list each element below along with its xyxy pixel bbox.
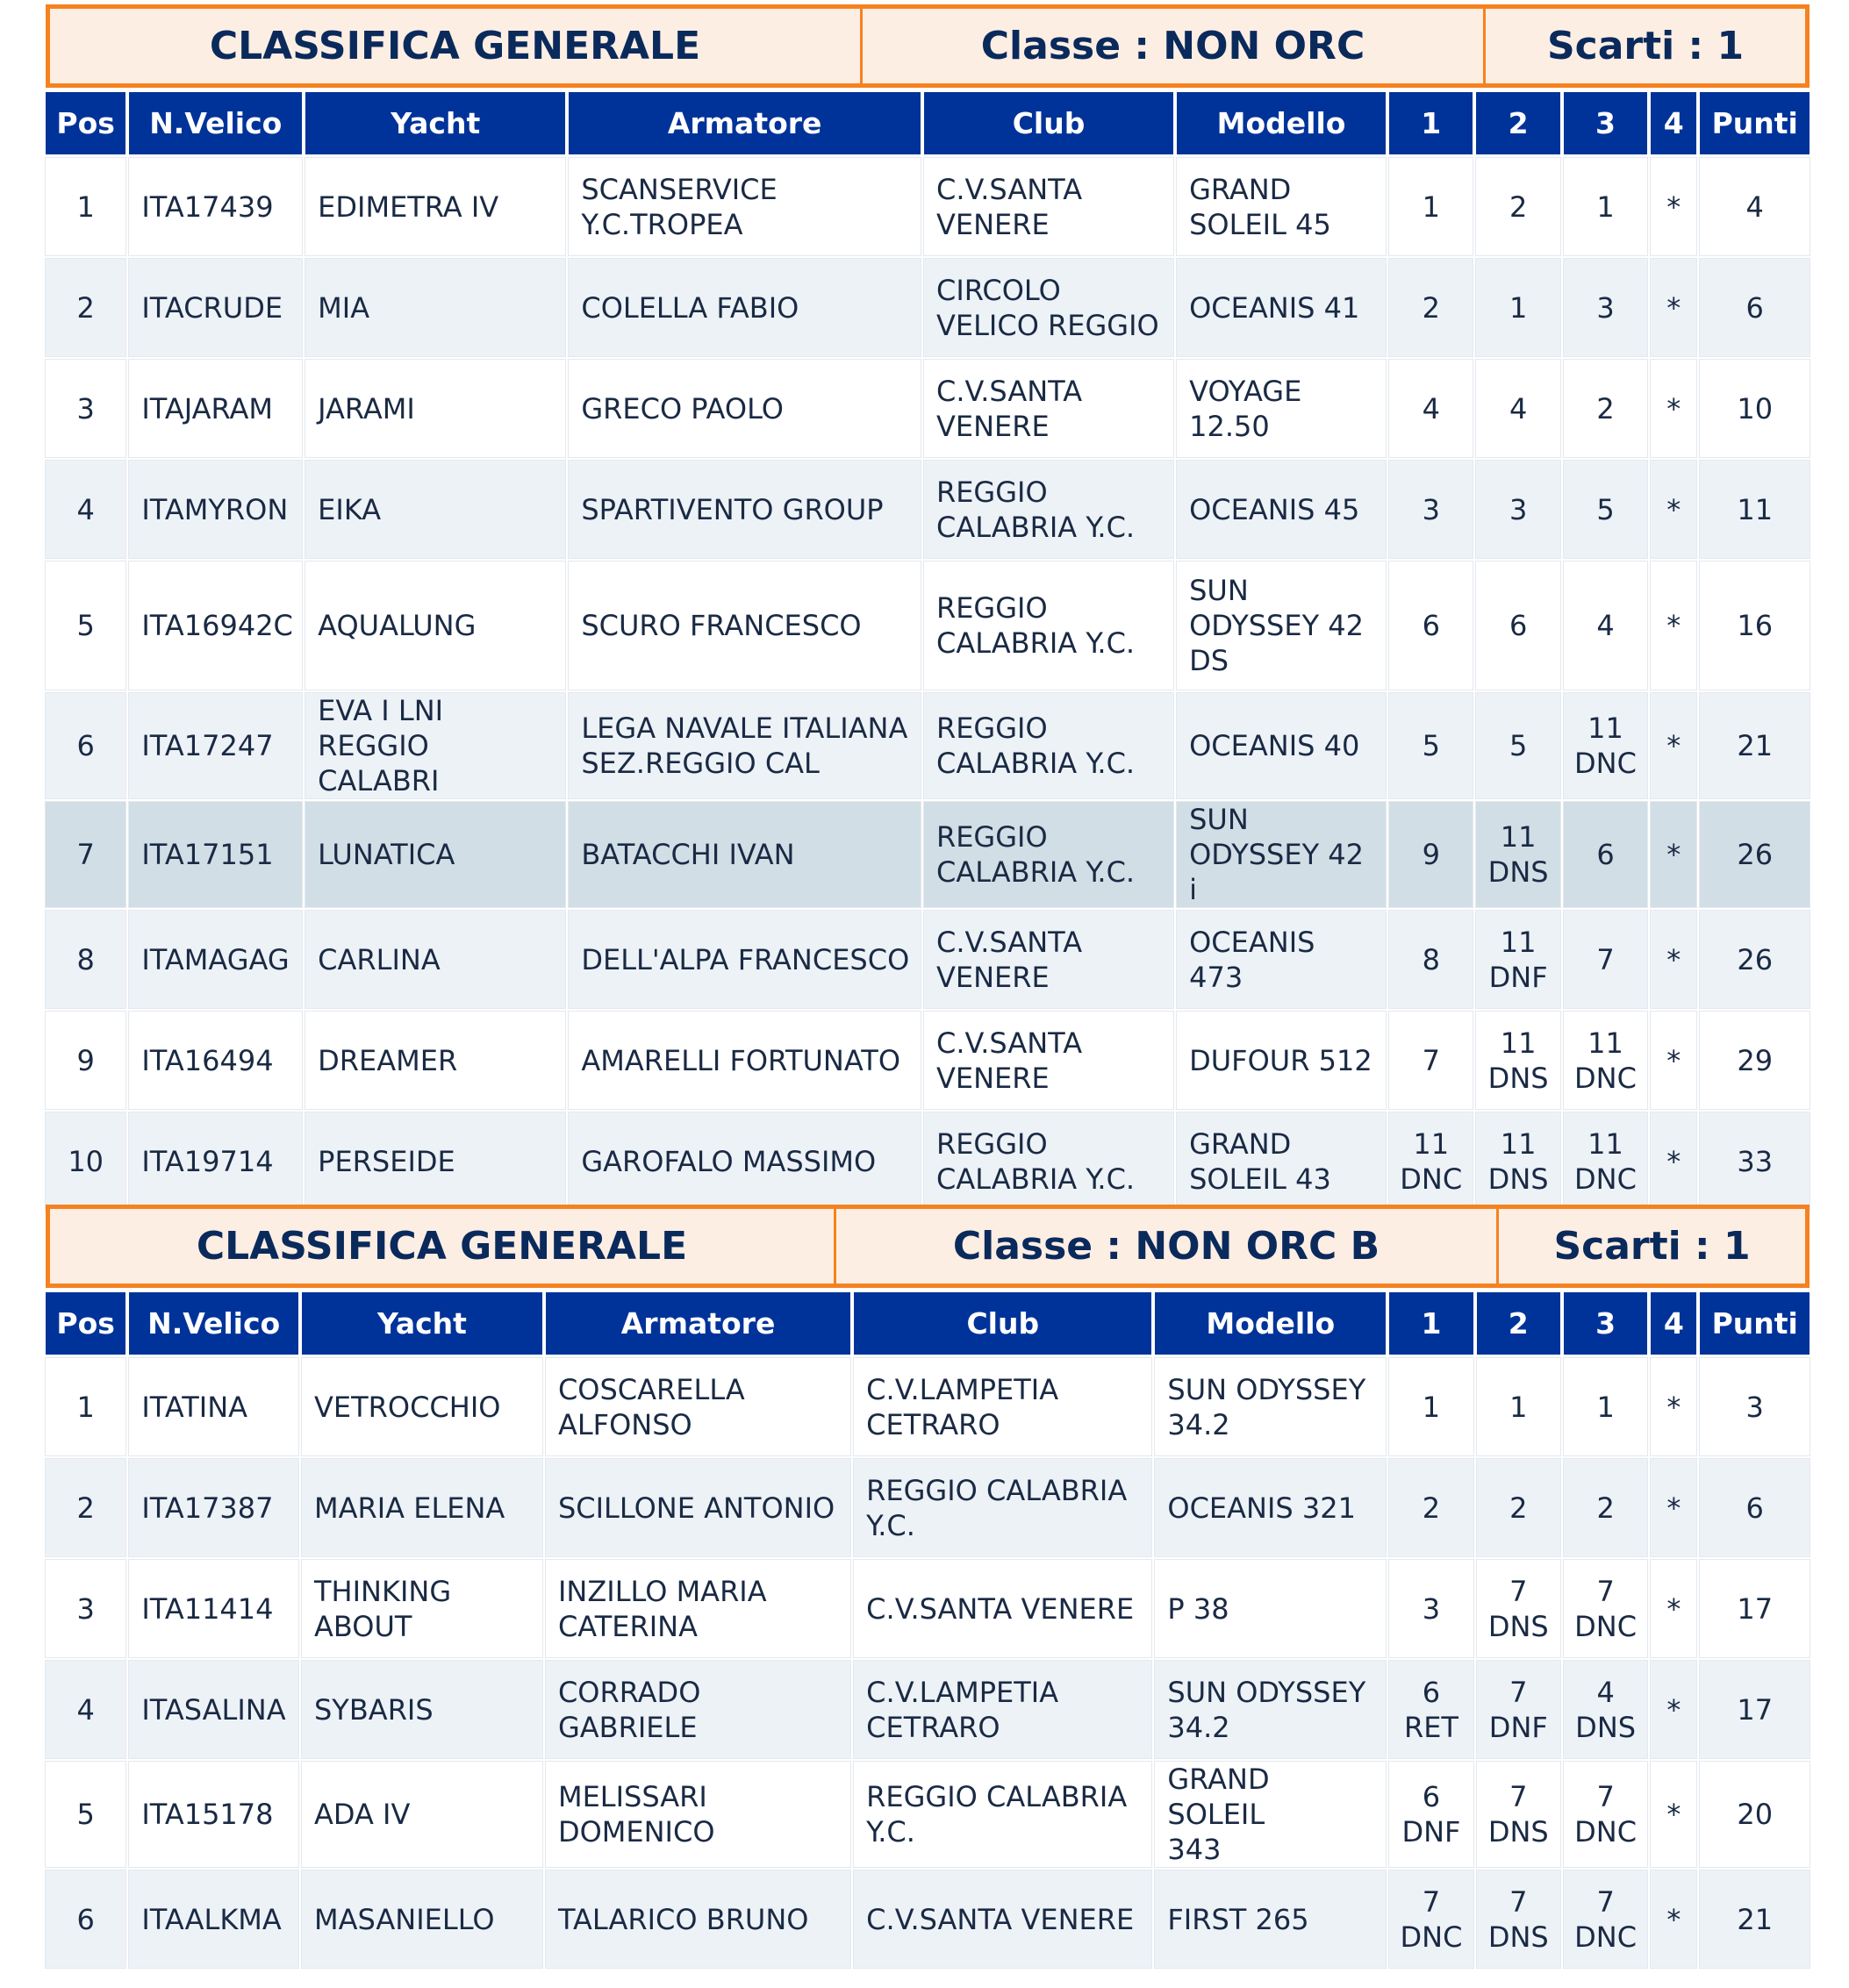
section-banner: [46, 4, 1810, 88]
sail-number-cell: ITAMYRON: [129, 461, 302, 558]
yacht-cell: MARIA ELENA: [302, 1459, 542, 1556]
model-cell: GRAND SOLEIL 45: [1177, 158, 1386, 255]
yacht-cell: CARLINA: [305, 911, 565, 1008]
owner-cell: SCANSERVICE Y.C.TROPEA: [569, 158, 921, 255]
race-3-cell: 1: [1564, 158, 1647, 255]
yacht-cell: LUNATICA: [305, 802, 565, 907]
sail-number-cell: ITA17151: [129, 802, 302, 907]
club-cell: REGGIO CALABRIA Y.C.: [854, 1762, 1151, 1867]
sail-number-cell: ITA16942C: [129, 561, 302, 690]
race-1-cell: 7 DNC: [1389, 1870, 1473, 1968]
header-club: Club: [924, 92, 1173, 154]
table-row: [46, 158, 1810, 255]
race-4-cell: *: [1651, 561, 1696, 690]
pos-cell: 6: [46, 1870, 125, 1968]
owner-cell: GRECO PAOLO: [569, 360, 921, 457]
table-row: [46, 1870, 1810, 1968]
header-owner: Armatore: [569, 92, 921, 154]
table-row: [46, 693, 1810, 798]
yacht-cell: EIKA: [305, 461, 565, 558]
header-row: [46, 1292, 1810, 1355]
table-row: [46, 911, 1810, 1008]
race-2-cell: 7 DNF: [1477, 1661, 1560, 1758]
club-cell: CIRCOLO VELICO REGGIO: [924, 259, 1173, 356]
header-club: Club: [854, 1292, 1151, 1355]
yacht-cell: EDIMETRA IV: [305, 158, 565, 255]
points-cell: 21: [1700, 693, 1810, 798]
class-label: Classe : NON ORC: [860, 9, 1483, 83]
race-2-cell: 4: [1476, 360, 1559, 457]
model-cell: OCEANIS 473: [1177, 911, 1386, 1008]
race-2-cell: 11 DNS: [1476, 802, 1559, 907]
standings-section-non-orc-b: [46, 1205, 1810, 1971]
model-cell: OCEANIS 41: [1177, 259, 1386, 356]
table-row: [46, 259, 1810, 356]
owner-cell: AMARELLI FORTUNATO: [569, 1012, 921, 1109]
club-cell: REGGIO CALABRIA Y.C.: [924, 561, 1173, 690]
race-3-cell: 11 DNC: [1564, 693, 1647, 798]
sail-number-cell: ITASALINA: [129, 1661, 298, 1758]
model-cell: SUN ODYSSEY 42 i: [1177, 802, 1386, 907]
race-3-cell: 7 DNC: [1564, 1560, 1647, 1657]
race-2-cell: 2: [1476, 158, 1559, 255]
table-header: [46, 92, 1810, 154]
points-cell: 29: [1700, 1012, 1810, 1109]
header-race-3: 3: [1564, 92, 1647, 154]
owner-cell: GAROFALO MASSIMO: [569, 1112, 921, 1210]
yacht-cell: MIA: [305, 259, 565, 356]
yacht-cell: VETROCCHIO: [302, 1358, 542, 1455]
pos-cell: 2: [46, 1459, 125, 1556]
table-row: [46, 1661, 1810, 1758]
yacht-cell: MASANIELLO: [302, 1870, 542, 1968]
race-1-cell: 6: [1389, 561, 1473, 690]
yacht-cell: DREAMER: [305, 1012, 565, 1109]
race-3-cell: 5: [1564, 461, 1647, 558]
race-4-cell: *: [1651, 1870, 1696, 1968]
pos-cell: 5: [46, 561, 125, 690]
header-sail-number: N.Velico: [129, 1292, 298, 1355]
pos-cell: 1: [46, 158, 125, 255]
standings-section-non-orc: [46, 4, 1810, 1213]
standings-table: [42, 89, 1813, 1213]
pos-cell: 4: [46, 1661, 125, 1758]
race-4-cell: *: [1651, 1358, 1696, 1455]
points-cell: 17: [1700, 1661, 1810, 1758]
yacht-cell: JARAMI: [305, 360, 565, 457]
section-title: CLASSIFICA GENERALE: [209, 24, 701, 68]
race-4-cell: *: [1651, 1661, 1696, 1758]
model-cell: SUN ODYSSEY 34.2: [1155, 1661, 1386, 1758]
points-cell: 11: [1700, 461, 1810, 558]
race-1-cell: 1: [1389, 158, 1473, 255]
sail-number-cell: ITA19714: [129, 1112, 302, 1210]
club-cell: C.V.LAMPETIA CETRARO: [854, 1358, 1151, 1455]
race-4-cell: *: [1651, 802, 1696, 907]
race-2-cell: 7 DNS: [1477, 1762, 1560, 1867]
pos-cell: 3: [46, 1560, 125, 1657]
race-1-cell: 6 RET: [1389, 1661, 1473, 1758]
race-1-cell: 9: [1389, 802, 1473, 907]
header-race-4: 4: [1651, 1292, 1696, 1355]
points-cell: 6: [1700, 1459, 1810, 1556]
yacht-cell: SYBARIS: [302, 1661, 542, 1758]
class-label: Classe : NON ORC B: [834, 1209, 1496, 1284]
header-yacht: Yacht: [302, 1292, 542, 1355]
header-yacht: Yacht: [305, 92, 565, 154]
header-owner: Armatore: [546, 1292, 850, 1355]
model-cell: OCEANIS 45: [1177, 461, 1386, 558]
points-cell: 21: [1700, 1870, 1810, 1968]
header-pos: Pos: [46, 92, 125, 154]
sail-number-cell: ITAJARAM: [129, 360, 302, 457]
race-1-cell: 6 DNF: [1389, 1762, 1473, 1867]
table-row: [46, 360, 1810, 457]
race-1-cell: 2: [1389, 259, 1473, 356]
club-cell: C.V.SANTA VENERE: [924, 158, 1173, 255]
model-cell: P 38: [1155, 1560, 1386, 1657]
header-race-2: 2: [1476, 92, 1559, 154]
owner-cell: LEGA NAVALE ITALIANA SEZ.REGGIO CAL: [569, 693, 921, 798]
sail-number-cell: ITA17387: [129, 1459, 298, 1556]
points-cell: 16: [1700, 561, 1810, 690]
club-cell: C.V.SANTA VENERE: [924, 911, 1173, 1008]
race-1-cell: 1: [1389, 1358, 1473, 1455]
owner-cell: DELL'ALPA FRANCESCO: [569, 911, 921, 1008]
points-cell: 6: [1700, 259, 1810, 356]
race-1-cell: 4: [1389, 360, 1473, 457]
pos-cell: 6: [46, 693, 125, 798]
header-race-4: 4: [1651, 92, 1696, 154]
race-3-cell: 4 DNS: [1564, 1661, 1647, 1758]
race-2-cell: 7 DNS: [1477, 1560, 1560, 1657]
header-pos: Pos: [46, 1292, 125, 1355]
model-cell: OCEANIS 321: [1155, 1459, 1386, 1556]
header-race-2: 2: [1477, 1292, 1560, 1355]
club-cell: REGGIO CALABRIA Y.C.: [854, 1459, 1151, 1556]
yacht-cell: ADA IV: [302, 1762, 542, 1867]
model-cell: GRAND SOLEIL 343: [1155, 1762, 1386, 1867]
yacht-cell: AQUALUNG: [305, 561, 565, 690]
points-cell: 26: [1700, 911, 1810, 1008]
owner-cell: SCILLONE ANTONIO: [546, 1459, 850, 1556]
club-cell: REGGIO CALABRIA Y.C.: [924, 693, 1173, 798]
race-1-cell: 7: [1389, 1012, 1473, 1109]
section-banner: [46, 1205, 1810, 1288]
sail-number-cell: ITAMAGAG: [129, 911, 302, 1008]
sail-number-cell: ITA17439: [129, 158, 302, 255]
owner-cell: SCURO FRANCESCO: [569, 561, 921, 690]
pos-cell: 8: [46, 911, 125, 1008]
owner-cell: COLELLA FABIO: [569, 259, 921, 356]
race-2-cell: 7 DNS: [1477, 1870, 1560, 1968]
section-title: CLASSIFICA GENERALE: [196, 1224, 688, 1269]
table-row: [46, 1762, 1810, 1867]
table-row: [46, 561, 1810, 690]
yacht-cell: EVA I LNI REGGIO CALABRI: [305, 693, 565, 798]
header-sail-number: N.Velico: [129, 92, 302, 154]
club-cell: REGGIO CALABRIA Y.C.: [924, 461, 1173, 558]
yacht-cell: PERSEIDE: [305, 1112, 565, 1210]
header-points: Punti: [1700, 92, 1810, 154]
race-4-cell: *: [1651, 461, 1696, 558]
race-2-cell: 2: [1477, 1459, 1560, 1556]
race-3-cell: 1: [1564, 1358, 1647, 1455]
pos-cell: 7: [46, 802, 125, 907]
model-cell: OCEANIS 40: [1177, 693, 1386, 798]
standings-table: [42, 1289, 1813, 1971]
race-2-cell: 1: [1476, 259, 1559, 356]
sail-number-cell: ITATINA: [129, 1358, 298, 1455]
race-4-cell: *: [1651, 158, 1696, 255]
table-header: [46, 1292, 1810, 1355]
club-cell: C.V.SANTA VENERE: [854, 1870, 1151, 1968]
race-1-cell: 11 DNC: [1389, 1112, 1473, 1210]
points-cell: 33: [1700, 1112, 1810, 1210]
race-3-cell: 7: [1564, 911, 1647, 1008]
race-2-cell: 5: [1476, 693, 1559, 798]
race-3-cell: 2: [1564, 360, 1647, 457]
header-model: Modello: [1177, 92, 1386, 154]
owner-cell: SPARTIVENTO GROUP: [569, 461, 921, 558]
model-cell: FIRST 265: [1155, 1870, 1386, 1968]
race-4-cell: *: [1651, 1112, 1696, 1210]
model-cell: SUN ODYSSEY 34.2: [1155, 1358, 1386, 1455]
club-cell: C.V.LAMPETIA CETRARO: [854, 1661, 1151, 1758]
race-2-cell: 11 DNF: [1476, 911, 1559, 1008]
points-cell: 20: [1700, 1762, 1810, 1867]
race-3-cell: 11 DNC: [1564, 1012, 1647, 1109]
owner-cell: COSCARELLA ALFONSO: [546, 1358, 850, 1455]
pos-cell: 4: [46, 461, 125, 558]
pos-cell: 1: [46, 1358, 125, 1455]
discards-label: Scarti : 1: [1496, 1209, 1805, 1284]
discards-label: Scarti : 1: [1483, 9, 1805, 83]
header-race-3: 3: [1564, 1292, 1647, 1355]
race-4-cell: *: [1651, 911, 1696, 1008]
points-cell: 17: [1700, 1560, 1810, 1657]
race-2-cell: 11 DNS: [1476, 1112, 1559, 1210]
points-cell: 3: [1700, 1358, 1810, 1455]
club-cell: C.V.SANTA VENERE: [924, 360, 1173, 457]
pos-cell: 2: [46, 259, 125, 356]
model-cell: SUN ODYSSEY 42 DS: [1177, 561, 1386, 690]
owner-cell: BATACCHI IVAN: [569, 802, 921, 907]
model-cell: VOYAGE 12.50: [1177, 360, 1386, 457]
race-4-cell: *: [1651, 259, 1696, 356]
points-cell: 4: [1700, 158, 1810, 255]
owner-cell: MELISSARI DOMENICO: [546, 1762, 850, 1867]
table-row: [46, 1560, 1810, 1657]
table-body: [46, 158, 1810, 1210]
table-row: [46, 461, 1810, 558]
club-cell: C.V.SANTA VENERE: [854, 1560, 1151, 1657]
table-row: [46, 1459, 1810, 1556]
race-4-cell: *: [1651, 1459, 1696, 1556]
race-4-cell: *: [1651, 693, 1696, 798]
owner-cell: INZILLO MARIA CATERINA: [546, 1560, 850, 1657]
sail-number-cell: ITA11414: [129, 1560, 298, 1657]
yacht-cell: THINKING ABOUT: [302, 1560, 542, 1657]
table-row: [46, 1012, 1810, 1109]
pos-cell: 5: [46, 1762, 125, 1867]
pos-cell: 10: [46, 1112, 125, 1210]
points-cell: 26: [1700, 802, 1810, 907]
club-cell: REGGIO CALABRIA Y.C.: [924, 1112, 1173, 1210]
table-row: [46, 1112, 1810, 1210]
race-3-cell: 4: [1564, 561, 1647, 690]
race-2-cell: 6: [1476, 561, 1559, 690]
points-cell: 10: [1700, 360, 1810, 457]
club-cell: REGGIO CALABRIA Y.C.: [924, 802, 1173, 907]
race-3-cell: 6: [1564, 802, 1647, 907]
race-1-cell: 5: [1389, 693, 1473, 798]
race-1-cell: 3: [1389, 1560, 1473, 1657]
race-3-cell: 11 DNC: [1564, 1112, 1647, 1210]
race-4-cell: *: [1651, 1762, 1696, 1867]
header-race-1: 1: [1389, 1292, 1473, 1355]
sail-number-cell: ITAALKMA: [129, 1870, 298, 1968]
race-3-cell: 3: [1564, 259, 1647, 356]
owner-cell: TALARICO BRUNO: [546, 1870, 850, 1968]
club-cell: C.V.SANTA VENERE: [924, 1012, 1173, 1109]
pos-cell: 3: [46, 360, 125, 457]
race-3-cell: 2: [1564, 1459, 1647, 1556]
table-row: [46, 802, 1810, 907]
race-4-cell: *: [1651, 1012, 1696, 1109]
pos-cell: 9: [46, 1012, 125, 1109]
header-race-1: 1: [1389, 92, 1473, 154]
race-1-cell: 3: [1389, 461, 1473, 558]
race-3-cell: 7 DNC: [1564, 1870, 1647, 1968]
model-cell: DUFOUR 512: [1177, 1012, 1386, 1109]
race-4-cell: *: [1651, 360, 1696, 457]
owner-cell: CORRADO GABRIELE: [546, 1661, 850, 1758]
table-row: [46, 1358, 1810, 1455]
sail-number-cell: ITA16494: [129, 1012, 302, 1109]
model-cell: GRAND SOLEIL 43: [1177, 1112, 1386, 1210]
race-3-cell: 7 DNC: [1564, 1762, 1647, 1867]
header-points: Punti: [1700, 1292, 1810, 1355]
race-2-cell: 1: [1477, 1358, 1560, 1455]
header-row: [46, 92, 1810, 154]
race-2-cell: 11 DNS: [1476, 1012, 1559, 1109]
header-model: Modello: [1155, 1292, 1386, 1355]
race-1-cell: 2: [1389, 1459, 1473, 1556]
race-1-cell: 8: [1389, 911, 1473, 1008]
race-2-cell: 3: [1476, 461, 1559, 558]
sail-number-cell: ITA15178: [129, 1762, 298, 1867]
table-body: [46, 1358, 1810, 1968]
sail-number-cell: ITACRUDE: [129, 259, 302, 356]
race-4-cell: *: [1651, 1560, 1696, 1657]
sail-number-cell: ITA17247: [129, 693, 302, 798]
